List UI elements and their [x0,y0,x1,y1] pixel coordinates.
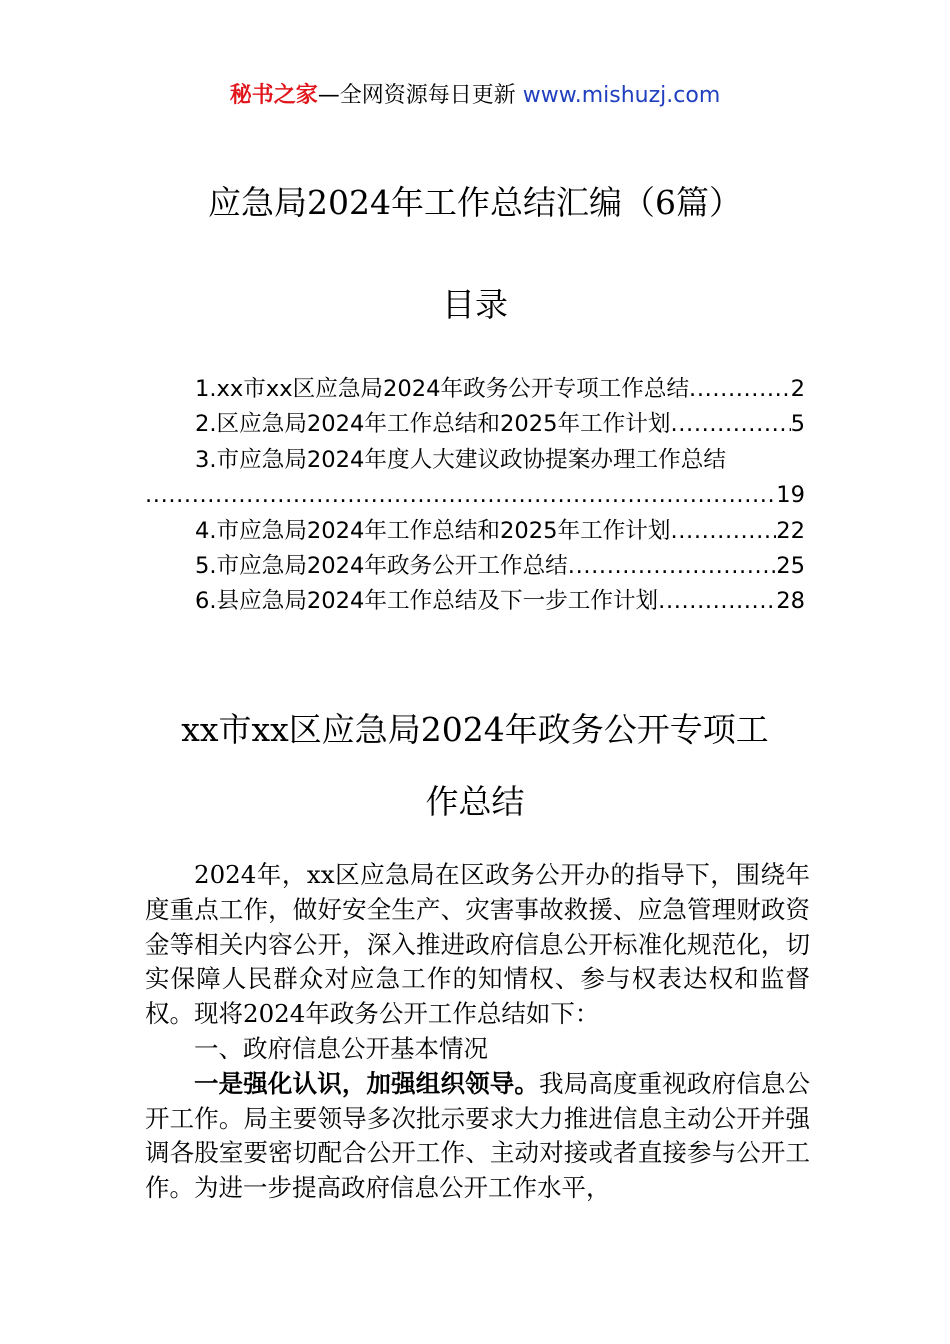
article-title-line-2: 作总结 [425,782,525,821]
toc-item-3-continuation [145,478,805,513]
document-title: 应急局2024年工作总结汇编（6篇） [208,183,742,222]
toc-item-page: 25 [776,553,805,580]
banner-tagline: —全网资源每日更新 [317,83,523,108]
toc-item-4[interactable] [145,514,805,549]
toc-item-page: 28 [776,588,805,615]
toc-leader [568,549,776,584]
point-lead: 一是强化认识，加强组织领导。 [194,1068,540,1098]
toc-leader [670,514,776,549]
article-body [145,858,810,1206]
point-text: 我局高度重视政府信息公开工作。局主要领导多次批示要求大力推进信息主动公开并强调各股室要密切配合公开工作、主动对接或者直接参与公开工作。为进一步提高政府信息公开工作水平， [145,1068,811,1203]
toc-item-3[interactable] [145,443,805,514]
intro-paragraph: 2024年，xx区应急局在区政务公开办的指导下，围绕年度重点工作，做好安全生产、灾害事故救援、应急管理财政资金等相关内容公开，深入推进政府信息公开标准化规范化，切实保障人民群众对应急工作的知情权、参与权表达权和监督权。现将2024年政务公开工作总结如下： [145,860,810,1029]
section-heading: 一、政府信息公开基本情况 [194,1033,488,1063]
toc-item-text: 5.市应急局2024年政务公开工作总结 [195,553,568,580]
toc-item-page: 2 [790,376,805,402]
toc-item-2[interactable] [145,407,805,442]
toc-item-text: 3.市应急局2024年度人大建议政协提案办理工作总结 [195,446,726,473]
toc-item-text: 6.县应急局2024年工作总结及下一步工作计划 [195,588,659,615]
toc-item-text: 1.xx市xx区应急局2024年政务公开专项工作总结 [195,376,690,402]
toc-leader [670,407,790,442]
toc-item-5[interactable] [145,549,805,584]
toc-item-page: 5 [790,411,805,438]
table-of-contents [145,372,805,620]
toc-heading: 目录 [442,285,508,324]
toc-item-page: 19 [776,482,805,509]
toc-leader [145,478,776,513]
article-title-line-1: xx市xx区应急局2024年政务公开专项工 [181,710,769,749]
toc-item-1[interactable] [145,372,805,407]
toc-item-text: 2.区应急局2024年工作总结和2025年工作计划 [195,411,671,438]
toc-item-text: 4.市应急局2024年工作总结和2025年工作计划 [195,517,671,544]
banner-brand: 秘书之家 [229,83,318,108]
toc-leader [658,584,776,619]
article-title [0,694,950,838]
banner-url-link[interactable]: www.mishuzj.com [522,83,721,108]
toc-leader [689,372,791,407]
site-banner [0,80,950,112]
toc-item-page: 22 [776,517,805,544]
point-paragraph [145,1067,810,1206]
toc-item-6[interactable] [145,584,805,619]
